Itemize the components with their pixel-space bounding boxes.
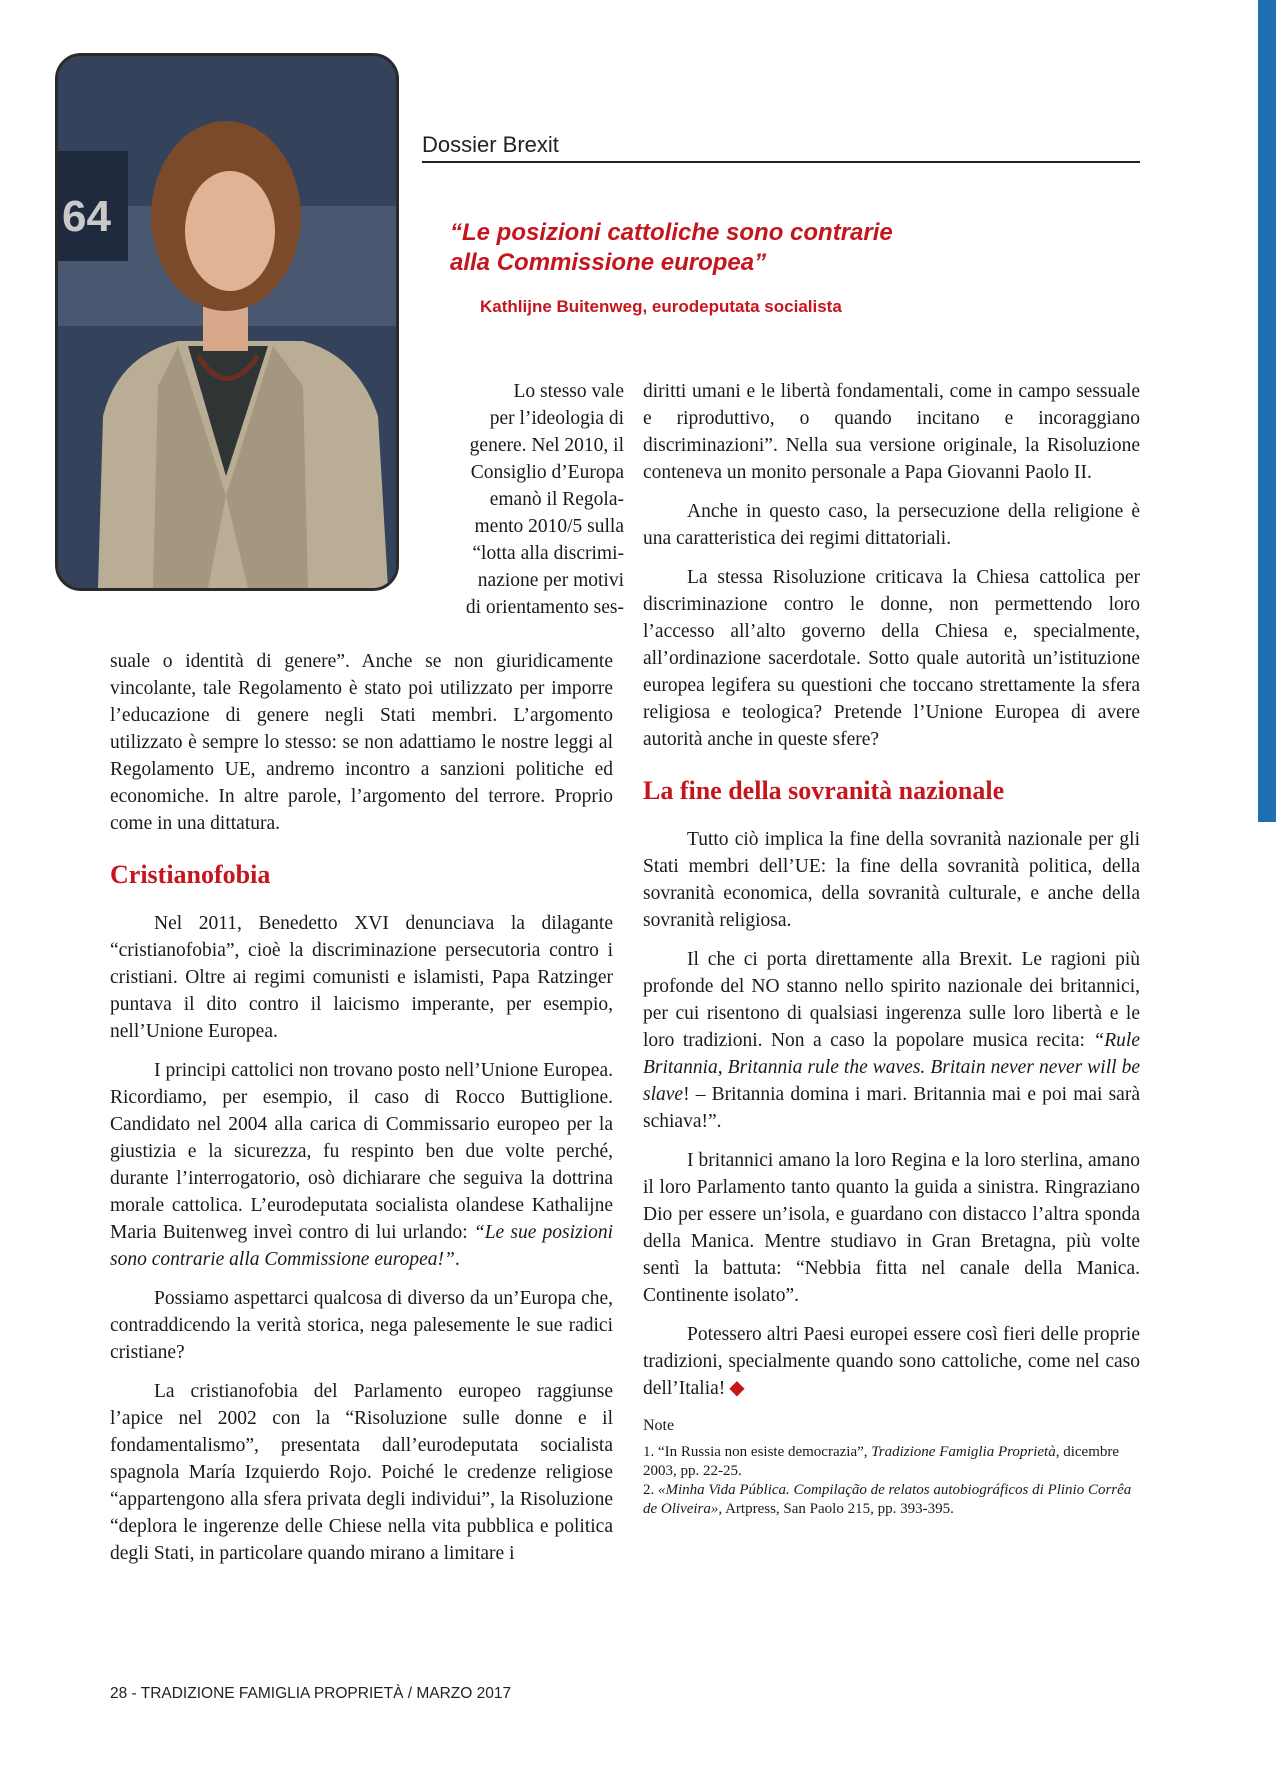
page-footer: 28 - TRADIZIONE FAMIGLIA PROPRIETÀ / MARZO 2017 [110, 1685, 512, 1702]
paragraph: La stessa Risoluzione criticava la Chiesa cattolica per discriminazione contro le donne, non permettendo loro l’accesso all’alto governo della Chiesa e, specialmente, all’ordinazione sacerdotale. Sotto quale autorità un’istituzione europea legifera su questioni che toccano strettamente la sfera religiosa e teologica? Pretende l’Unione Europea di avere autorità anche in queste sfere? [643, 567, 1140, 750]
paragraph: diritti umani e le libertà fondamentali, come in campo sessuale e riproduttivo, o quando incitano e incoraggiano discriminazioni”. Nella sua versione originale, la Risoluzione conteneva un monito personale a Papa Giovanni Paolo II. [643, 381, 1140, 483]
sidebar-tab [1258, 0, 1276, 822]
intro-line: nazione per motivi [477, 570, 624, 591]
intro-continuation: suale o identità di genere”. Anche se non giuridicamente vincolante, tale Regolamento è stato poi utilizzato per imporre l’educazione di genere negli Stati membri. L’argomento utilizzato è sempre lo stesso: se non adattiamo le nostre leggi al Regolamento UE, andremo incontro a sanzioni politiche ed economiche. In altre parole, l’argomento del terrore. Proprio come in una dittatura. [110, 651, 613, 834]
paragraph: La cristianofobia del Parlamento europeo raggiunse l’apice nel 2002 con la “Risoluzione sulle donne e il fondamentalismo”, presentata dall’eurodeputata socialista spagnola María Izquierdo Rojo. Poiché le credenze religiose “appartengono alla sfera privata degli individui”, la Risoluzione “deplora le ingerenze delle Chiese nella vita pubblica e politica degli Stati, in particolare quando mirano a limitare i [110, 1381, 613, 1564]
paragraph: Potessero altri Paesi europei essere così fieri delle proprie tradizioni, specialmente quando sono cattoliche, come nel caso dell’Italia! ◆ [643, 1324, 1140, 1399]
intro-line: Consiglio d’Europa [470, 462, 624, 483]
paragraph: Nel 2011, Benedetto XVI denunciava la dilagante “cristianofobia”, cioè la discriminazione persecutoria contro i cristiani. Oltre ai regimi comunisti e islamisti, Papa Ratzinger puntava il dito contro il laicismo imperante, per esempio, nell’Unione Europea. [110, 913, 613, 1042]
end-diamond-icon: ◆ [729, 1377, 745, 1399]
song-quote: “Rule Britannia, Britannia rule the waves. Britain never never will be slave [643, 1030, 1140, 1105]
heading-cristianofobia: Cristianofobia [110, 860, 271, 889]
section-label: Dossier Brexit [422, 132, 1140, 163]
paragraph: Tutto ciò implica la fine della sovranità nazionale per gli Stati membri dell’UE: la fine della sovranità politica, della sovranità economica, della sovranità culturale, e anche della sovranità religiosa. [643, 829, 1140, 931]
paragraph: I britannici amano la loro Regina e la loro sterlina, amano il loro Parlamento tanto quanto la guida a sinistra. Ringraziano Dio per essere un’isola, e guardano con distacco l’altra sponda della Manica. Mentre studiavo in Gran Bretagna, più volte sentì la battuta: “Nebbia fitta nel canale della Manica. Continente isolato”. [643, 1150, 1140, 1306]
paragraph: Possiamo aspettarci qualcosa di diverso da un’Europa che, contraddicendo la verità storica, nega palesemente le sue radici cristiane? [110, 1288, 613, 1363]
intro-wrapped-text [398, 378, 624, 621]
pull-quote-line1: “Le posizioni cattoliche sono contrarie [450, 219, 893, 246]
intro-line: Lo stesso vale [513, 381, 624, 402]
paragraph: I principi cattolici non trovano posto nell’Unione Europea. Ricordiamo, per esempio, il caso di Rocco Buttiglione. Candidato nel 2004 alla carica di Commissario europeo per la giustizia e la sicurezza, fu respinto ben due volte perché, durante l’interrogatorio, osò dichiarare che seguiva la dottrina morale cattolica. L’eurodeputata socialista olandese Kathalijne Maria Buitenweg inveì contro di lui urlando: “Le sue posizioni sono contrarie alla Commissione europea!”. [110, 1060, 613, 1270]
paragraph: Anche in questo caso, la persecuzione della religione è una caratteristica dei regimi dittatoriali. [643, 501, 1140, 549]
notes-title: Note [643, 1417, 675, 1434]
intro-line: “lotta alla discrimi- [472, 543, 624, 564]
pull-quote [450, 218, 1010, 278]
intro-line: per l’ideologia di [489, 408, 624, 429]
quoted-outburst: “Le sue posizioni sono contrarie alla Commissione europea!” [110, 1222, 613, 1270]
photo-sign-number: 64 [62, 192, 111, 241]
intro-line: emanò il Regola- [489, 489, 624, 510]
intro-line: genere. Nel 2010, il [469, 435, 624, 456]
right-column [643, 378, 1140, 1519]
left-column [110, 648, 613, 1579]
pull-quote-author: Kathlijne Buitenweg, eurodeputata socialista [480, 297, 842, 316]
heading-sovranita: La fine della sovranità nazionale [643, 776, 1005, 805]
note-1: 1. “In Russia non esiste democrazia”, Tradizione Famiglia Proprietà, dicembre 2003, pp. 22-25. [643, 1444, 1120, 1479]
intro-line: mento 2010/5 sulla [474, 516, 624, 537]
paragraph: Il che ci porta direttamente alla Brexit. Le ragioni più profonde del NO stanno nello spirito nazionale dei britannici, per cui risentono di qualsiasi ingerenza sulle loro libertà e le loro tradizioni. Non a caso la popolare musica recita: “Rule Britannia, Britannia rule the waves. Britain never never will be slave! – Britannia domina i mari. Britannia mai e poi mai sarà schiava!”. [643, 949, 1140, 1132]
pull-quote-line2: alla Commissione europea” [450, 249, 767, 276]
portrait-photo [55, 53, 399, 591]
notes [643, 1416, 1140, 1519]
intro-line: di orientamento ses- [465, 597, 624, 618]
note-2: 2. «Minha Vida Pública. Compilação de relatos autobiográficos di Plinio Corrêa de Oliveira», Artpress, San Paolo 215, pp. 393-395. [643, 1482, 1132, 1517]
